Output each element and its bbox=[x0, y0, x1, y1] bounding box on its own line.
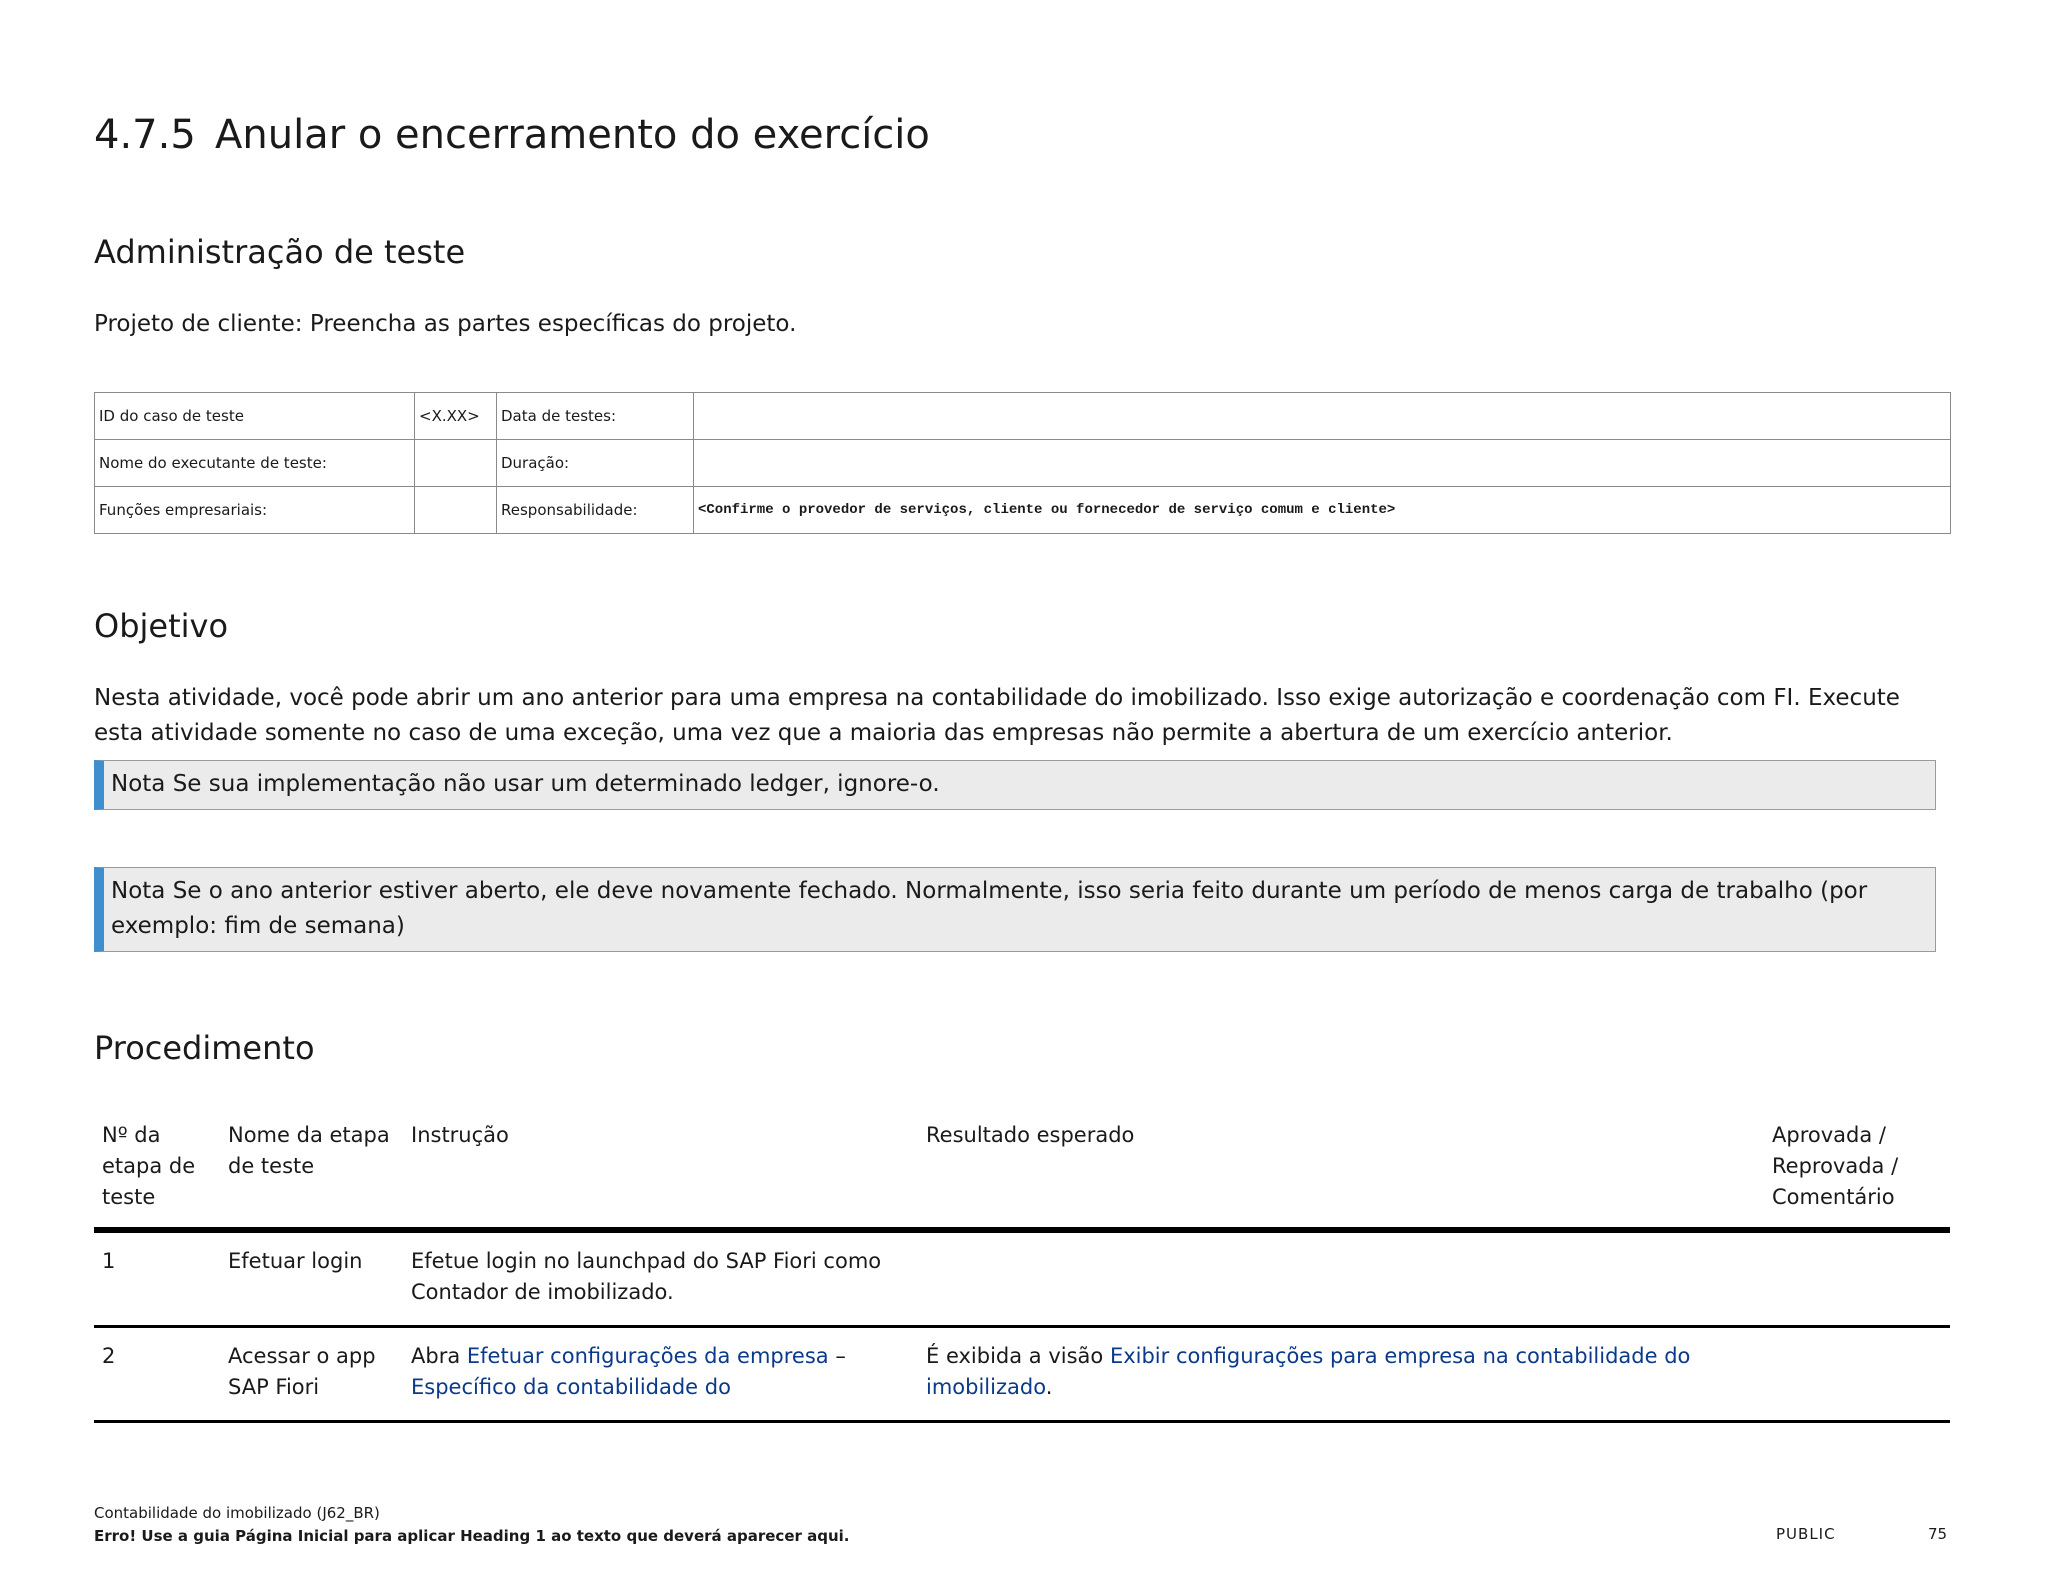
column-header-step-number: Nº da etapa de teste bbox=[94, 1112, 220, 1230]
procedure-table bbox=[94, 1112, 1950, 1423]
section-number: 4.7.5 bbox=[94, 112, 196, 158]
test-admin-intro: Projeto de cliente: Preencha as partes específicas do projeto. bbox=[94, 311, 797, 337]
responsibility-label: Responsabilidade: bbox=[497, 487, 694, 534]
business-roles-value bbox=[415, 487, 497, 534]
test-date-value bbox=[694, 393, 1951, 440]
responsibility-value: <Confirme o provedor de serviços, cliente ou fornecedor de serviço comum e cliente> bbox=[694, 487, 1951, 534]
note-text: Nota Se sua implementação não usar um determinado ledger, ignore-o. bbox=[111, 771, 940, 797]
table-row bbox=[95, 393, 1951, 440]
footer-left bbox=[94, 1502, 850, 1548]
step-comment bbox=[1764, 1230, 1950, 1327]
app-link-company-settings[interactable]: Efetuar configurações da empresa bbox=[466, 1344, 829, 1368]
instruction-prefix: Abra bbox=[411, 1344, 467, 1368]
app-link-asset-accounting[interactable]: Específico da contabilidade do bbox=[411, 1375, 731, 1399]
note-text: Nota Se o ano anterior estiver aberto, ele deve novamente fechado. Normalmente, isso seria feito durante um período de menos carga de trabalho (por exemplo: fim de semana) bbox=[111, 878, 1868, 939]
table-row bbox=[95, 487, 1951, 534]
table-row bbox=[94, 1327, 1950, 1422]
step-name: Acessar o app SAP Fiori bbox=[220, 1327, 403, 1422]
instruction-separator: – bbox=[828, 1344, 846, 1368]
section-title bbox=[94, 112, 930, 158]
tester-name-label: Nome do executante de teste: bbox=[95, 440, 415, 487]
table-row bbox=[95, 440, 1951, 487]
note-box-ledger bbox=[94, 760, 1936, 810]
step-number: 1 bbox=[94, 1230, 220, 1327]
table-header-row bbox=[94, 1112, 1950, 1230]
business-roles-label: Funções empresariais: bbox=[95, 487, 415, 534]
duration-label: Duração: bbox=[497, 440, 694, 487]
procedure-heading: Procedimento bbox=[94, 1029, 315, 1067]
column-header-instruction: Instrução bbox=[403, 1112, 918, 1230]
test-date-label: Data de testes: bbox=[497, 393, 694, 440]
objective-text: Nesta atividade, você pode abrir um ano anterior para uma empresa na contabilidade do imobilizado. Isso exige autorização e coordenação com FI. Execute esta atividade somente no caso de uma exceção, uma vez que a maioria das empresas não permite a abertura de um exercício anterior. bbox=[94, 685, 1900, 746]
column-header-step-name: Nome da etapa de teste bbox=[220, 1112, 403, 1230]
step-name: Efetuar login bbox=[220, 1230, 403, 1327]
section-title-text: Anular o encerramento do exercício bbox=[215, 112, 930, 158]
test-admin-heading: Administração de teste bbox=[94, 233, 466, 271]
footer-page-number: 75 bbox=[1928, 1525, 1948, 1543]
result-suffix: . bbox=[1045, 1375, 1053, 1399]
footer-doc-title: Contabilidade do imobilizado (J62_BR) bbox=[94, 1504, 380, 1522]
step-instruction bbox=[403, 1327, 918, 1422]
test-admin-table bbox=[94, 392, 1951, 534]
step-number: 2 bbox=[94, 1327, 220, 1422]
footer-error-text: Erro! Use a guia Página Inicial para aplicar Heading 1 ao texto que deverá aparecer aqui. bbox=[94, 1527, 850, 1545]
step-instruction: Efetue login no launchpad do SAP Fiori como Contador de imobilizado. bbox=[403, 1230, 918, 1327]
test-case-id-label: ID do caso de teste bbox=[95, 393, 415, 440]
note-box-previous-year bbox=[94, 867, 1936, 952]
test-case-id-value: <X.XX> bbox=[415, 393, 497, 440]
column-header-expected-result: Resultado esperado bbox=[918, 1112, 1764, 1230]
column-header-comment: Aprovada / Reprovada / Comentário bbox=[1764, 1112, 1950, 1230]
result-prefix: É exibida a visão bbox=[926, 1344, 1110, 1368]
step-comment bbox=[1764, 1327, 1950, 1422]
objective-heading: Objetivo bbox=[94, 607, 229, 645]
duration-value bbox=[694, 440, 1951, 487]
table-row bbox=[94, 1230, 1950, 1327]
view-link-display-settings[interactable]: Exibir configurações para empresa na contabilidade do imobilizado bbox=[926, 1344, 1691, 1399]
step-expected-result bbox=[918, 1230, 1764, 1327]
tester-name-value bbox=[415, 440, 497, 487]
step-expected-result bbox=[918, 1327, 1764, 1422]
footer-classification: PUBLIC bbox=[1776, 1525, 1836, 1543]
